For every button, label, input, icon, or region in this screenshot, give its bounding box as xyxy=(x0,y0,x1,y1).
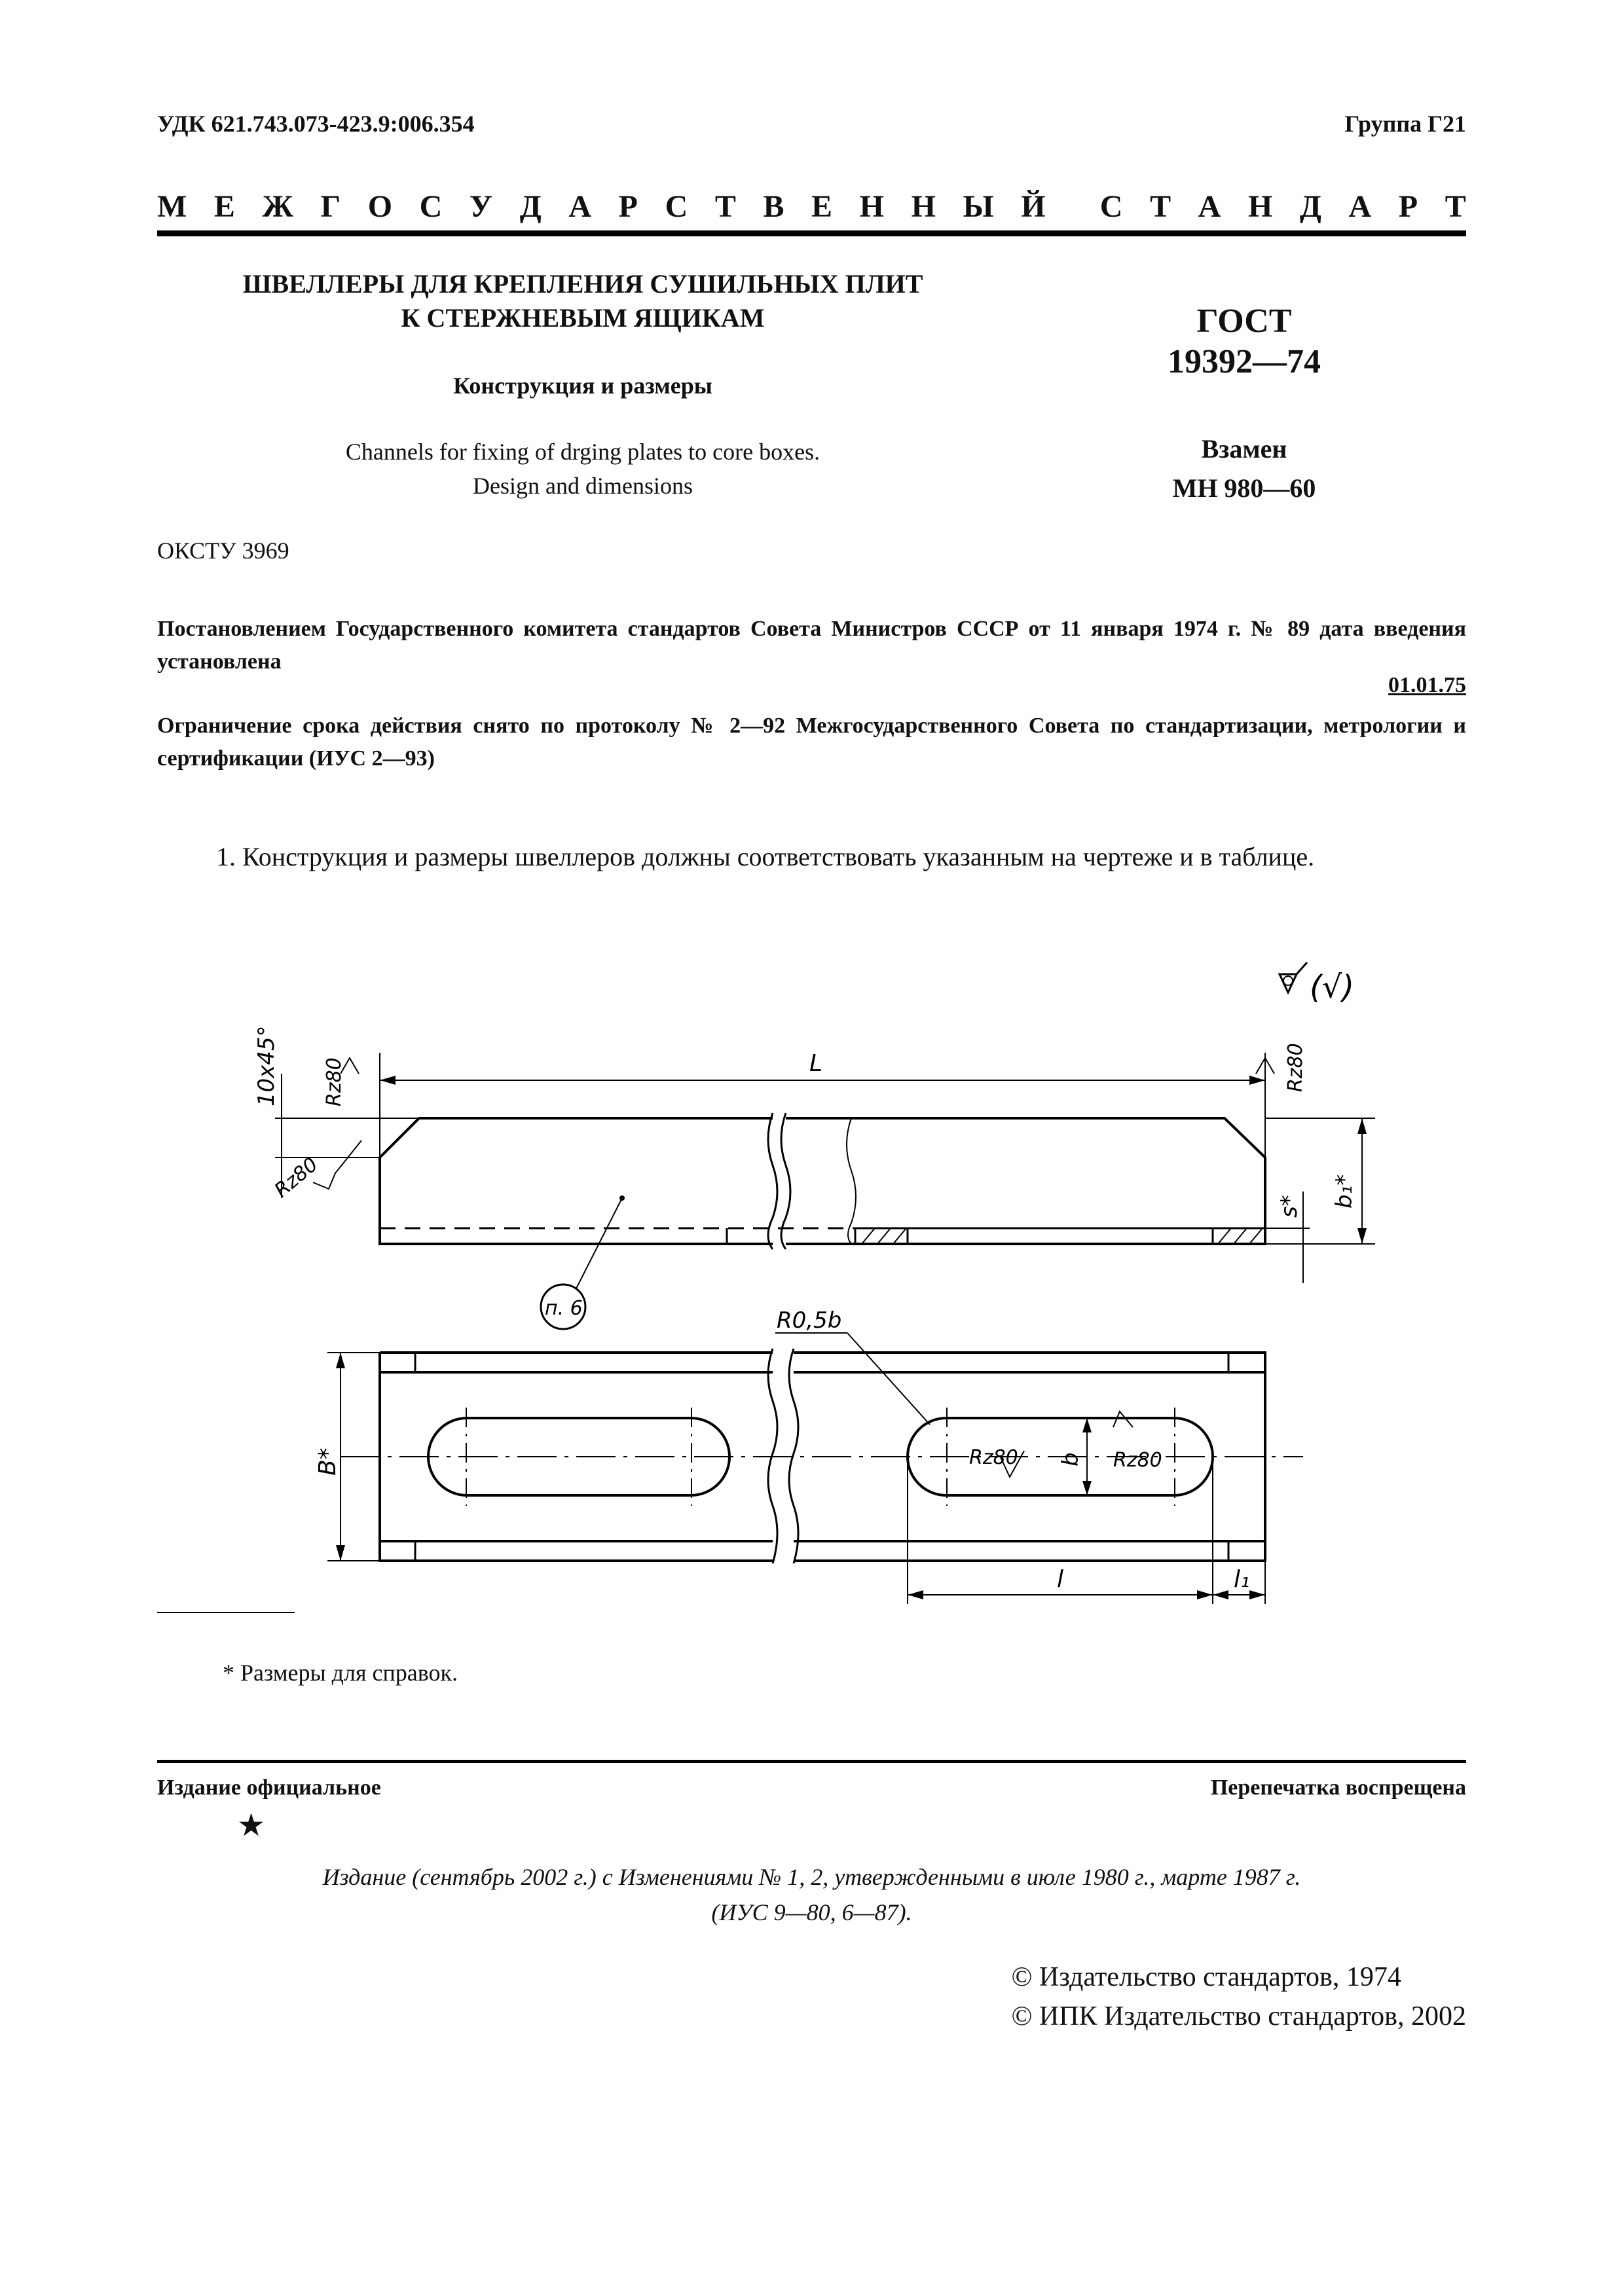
replaces-number: МН 980—60 xyxy=(1172,473,1316,503)
english-title-line-2: Design and dimensions xyxy=(473,473,693,499)
heading-letter: Н xyxy=(911,189,936,224)
heading-letter: В xyxy=(763,189,784,224)
heading-letter: С xyxy=(1099,189,1123,224)
rz-slot-2: Rz80 xyxy=(1113,1449,1162,1472)
title-line-2: К СТЕРЖНЕВЫМ ЯЩИКАМ xyxy=(401,303,765,333)
heading-letter: С xyxy=(419,189,443,224)
document-subtitle: Конструкция и размеры xyxy=(453,373,712,399)
copyright xyxy=(1011,1958,1466,2036)
decree-text: Постановлением Государственного комитета стандартов Совета Министров СССР от 11 января 1974 г. № 89 дата введения установлена xyxy=(157,617,1466,674)
heading-letter: Ж xyxy=(262,189,293,224)
english-title-line-1: Channels for fixing of drging plates to core boxes. xyxy=(345,439,820,465)
reprint-notice: Перепечатка воспрещена xyxy=(1210,1776,1466,1800)
heading-letter: Н xyxy=(859,189,884,224)
heading-letter: Е xyxy=(811,189,833,224)
heading-letter: У xyxy=(469,189,493,224)
edition-info xyxy=(157,1859,1466,1930)
dim-l1: l₁ xyxy=(1234,1566,1250,1593)
dim-b: b xyxy=(1058,1452,1084,1467)
heading-letter: Е xyxy=(213,189,235,224)
heading-letter: А xyxy=(1348,189,1372,224)
channel-side-right xyxy=(786,1118,1265,1244)
dim-s: s* xyxy=(1276,1195,1302,1218)
introduction-date: 01.01.75 xyxy=(1388,673,1466,697)
dim-chamfer: 10x45° xyxy=(253,1025,280,1106)
heading-letter: Д xyxy=(1299,189,1321,224)
footer-rule xyxy=(157,1760,1466,1763)
heading-letter: А xyxy=(1198,189,1221,224)
heading-letter: Д xyxy=(519,189,542,224)
star-icon: ★ xyxy=(237,1808,266,1843)
heading-letter: Й xyxy=(1021,189,1046,224)
rz-top-right: Rz80 xyxy=(1284,1043,1307,1092)
udk-code: УДК 621.743.073-423.9:006.354 xyxy=(157,111,475,137)
heading-letter: М xyxy=(157,189,187,224)
heading-letter: Ы xyxy=(963,189,994,224)
rz-top-left: Rz80 xyxy=(323,1057,346,1106)
gost-number: 19392—74 xyxy=(1168,343,1321,380)
limit-text: Ограничение срока действия снято по протоколу № 2—92 Межгосударственного Совета по стандартизации, метрологии и сертификации (ИУС 2—93) xyxy=(157,714,1466,771)
heading-letter: С xyxy=(665,189,688,224)
note-ref: п. 6 xyxy=(545,1297,583,1320)
dim-l: l xyxy=(1057,1566,1064,1593)
heading-letter: Н xyxy=(1247,189,1273,224)
heading-letter: Т xyxy=(714,189,736,224)
dim-b1: b₁* xyxy=(1331,1174,1357,1209)
heading-letter: Г xyxy=(320,189,341,224)
clause-1: 1. Конструкция и размеры швеллеров должны соответствовать указанным на чертеже и в таблице. xyxy=(216,842,1315,871)
okstu-code: ОКСТУ 3969 xyxy=(157,538,289,564)
footnote: * Размеры для справок. xyxy=(223,1660,458,1686)
gost-label: ГОСТ xyxy=(1196,302,1292,340)
heading-letter: Т xyxy=(1445,189,1466,224)
edition-line-2: (ИУС 9—80, 6—87). xyxy=(711,1899,912,1925)
footnote-rule xyxy=(157,1612,295,1613)
replaces-label: Взамен xyxy=(1201,434,1287,464)
edition-line-1: Издание (сентябрь 2002 г.) с Изменениями № 1, 2, утвержденными в июле 1980 г., марте 1987 г. xyxy=(322,1864,1301,1890)
heading-letter: Р xyxy=(1398,189,1418,224)
dim-radius: R0,5b xyxy=(777,1307,842,1334)
dim-B: B* xyxy=(314,1448,341,1476)
group-code: Группа Г21 xyxy=(1344,111,1466,137)
copyright-1974: © Издательство стандартов, 1974 xyxy=(1011,1962,1401,1992)
heading-letter: О xyxy=(367,189,393,224)
surface-mark: (√) xyxy=(1310,969,1355,1006)
heading-letter: А xyxy=(568,189,592,224)
channel-side-left xyxy=(380,1118,773,1244)
copyright-2002: © ИПК Издательство стандартов, 2002 xyxy=(1011,2001,1466,2032)
rz-chamfer: Rz80 xyxy=(270,1153,323,1203)
dim-L: L xyxy=(809,1050,823,1077)
official-edition: Издание официальное xyxy=(157,1776,381,1800)
rz-slot-1: Rz80 xyxy=(969,1446,1018,1469)
heading-letter: Т xyxy=(1150,189,1171,224)
title-line-1: ШВЕЛЛЕРЫ ДЛЯ КРЕПЛЕНИЯ СУШИЛЬНЫХ ПЛИТ xyxy=(242,269,923,299)
heading-letter: Р xyxy=(618,189,638,224)
